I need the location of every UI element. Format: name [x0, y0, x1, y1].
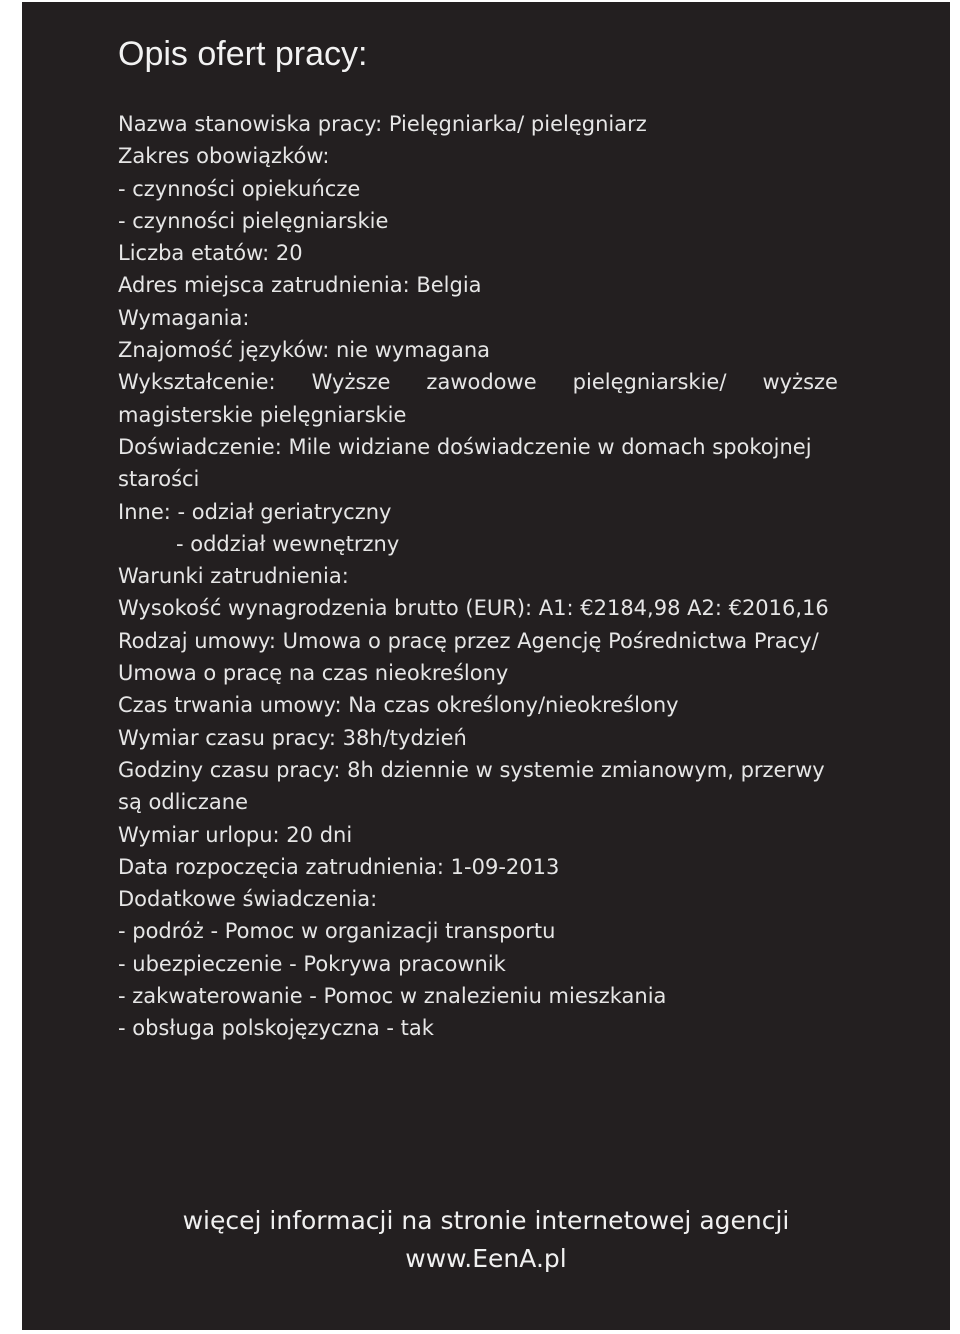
line-contract-duration: Czas trwania umowy: Na czas określony/nieokreślony — [118, 693, 679, 718]
education-word: zawodowe — [426, 370, 537, 395]
line-salary: Wysokość wynagrodzenia brutto (EUR): A1: €2184,98 A2: €2016,16 — [118, 596, 829, 621]
line-benefit-polish-support: - obsługa polskojęzyczna - tak — [118, 1016, 434, 1041]
line-benefit-travel: - podróż - Pomoc w organizacji transportu — [118, 919, 556, 944]
line-working-hours: Godziny czasu pracy: 8h dziennie w systemie zmianowym, przerwy — [118, 757, 825, 782]
footer — [22, 1202, 950, 1278]
line-requirements-heading: Wymagania: — [118, 305, 250, 330]
line-duty-nursing: - czynności pielęgniarskie — [118, 208, 389, 233]
line-education — [118, 366, 838, 398]
line-other-cont: - oddział wewnętrzny — [176, 531, 400, 556]
line-benefits-heading: Dodatkowe świadczenia: — [118, 887, 378, 912]
line-contract-type-cont: Umowa o pracę na czas nieokreślony — [118, 661, 509, 686]
education-word: pielęgniarskie/ — [572, 370, 727, 395]
footer-website: www.EenA.pl — [405, 1244, 567, 1273]
line-education-cont: magisterskie pielęgniarskie — [118, 402, 407, 427]
line-languages: Znajomość języków: nie wymagana — [118, 338, 491, 363]
document-panel — [22, 2, 950, 1330]
education-word: wyższe — [762, 370, 838, 395]
education-word: Wykształcenie: — [118, 370, 276, 395]
line-duty-care: - czynności opiekuńcze — [118, 176, 361, 201]
document-title: Opis ofert pracy: — [118, 35, 368, 73]
line-duties-heading: Zakres obowiązków: — [118, 144, 330, 169]
line-experience: Doświadczenie: Mile widziane doświadczenie w domach spokojnej — [118, 434, 812, 459]
line-positions-count: Liczba etatów: 20 — [118, 241, 303, 266]
line-contract-type: Rodzaj umowy: Umowa o pracę przez Agencję Pośrednictwa Pracy/ — [118, 628, 819, 653]
line-benefit-insurance: - ubezpieczenie - Pokrywa pracownik — [118, 951, 506, 976]
line-start-date: Data rozpoczęcia zatrudnienia: 1-09-2013 — [118, 854, 560, 879]
line-leave: Wymiar urlopu: 20 dni — [118, 822, 353, 847]
line-working-hours-cont: są odliczane — [118, 790, 248, 815]
line-experience-cont: starości — [118, 467, 200, 492]
line-workplace-address: Adres miejsca zatrudnienia: Belgia — [118, 273, 482, 298]
footer-info-text: więcej informacji na stronie internetowej agencji — [182, 1206, 790, 1235]
line-other: Inne: - odział geriatryczny — [118, 499, 392, 524]
line-benefit-housing: - zakwaterowanie - Pomoc w znalezieniu mieszkania — [118, 984, 667, 1009]
line-conditions-heading: Warunki zatrudnienia: — [118, 564, 349, 589]
line-position: Nazwa stanowiska pracy: Pielęgniarka/ pielęgniarz — [118, 112, 647, 136]
job-description-lines — [118, 108, 838, 1045]
education-word: Wyższe — [311, 370, 391, 395]
line-working-time: Wymiar czasu pracy: 38h/tydzień — [118, 725, 467, 750]
